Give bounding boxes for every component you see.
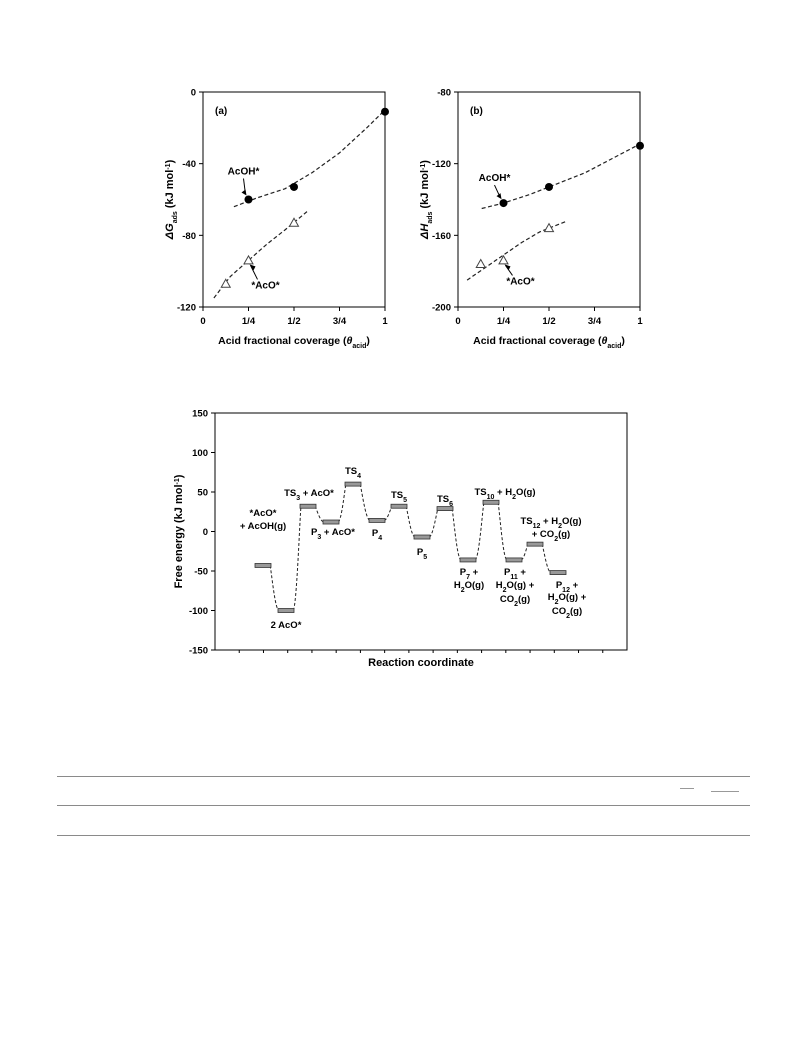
y-tick-label: -150 [188, 645, 208, 657]
state-label: $CO_2(g)$ [499, 594, 531, 608]
x-tick-label: 1/4 [241, 316, 256, 327]
energy-level-bar [323, 520, 339, 524]
x-tick-label: 1/2 [287, 316, 301, 327]
annotation-acoh: AcOH* [227, 166, 260, 178]
y-tick-label: -50 [194, 566, 208, 578]
state-label: $TS_{10} + H_2O(g)$ [474, 487, 536, 501]
energy-level-bar [345, 482, 361, 486]
table-rule-top [57, 776, 750, 777]
state-label: $TS_4$ [344, 466, 362, 480]
energy-level-bar [255, 563, 271, 567]
state-label: $P_7$ + [459, 567, 479, 581]
state-label: 2 AcO* [270, 620, 302, 631]
state-label: $P_{12}$ + [555, 580, 579, 594]
state-label: $H_2O(g)$ + [495, 580, 535, 594]
arrow-head [505, 264, 511, 270]
y-tick-label: 0 [190, 87, 196, 99]
data-point-acoh [245, 196, 253, 204]
x-tick-label: 1 [637, 316, 643, 327]
panel-label: (b) [470, 106, 483, 117]
state-label: $TS_5$ [390, 490, 408, 504]
data-point-aco [221, 279, 230, 287]
y-tick-label: 100 [192, 448, 208, 459]
energy-level-bar [391, 504, 407, 508]
state-label: $P_5$ [416, 547, 428, 561]
state-label: $H_2O(g)$ + [547, 592, 587, 606]
table-mark [711, 791, 739, 792]
state-label: $TS_{12} + H_2O(g)$ [520, 516, 582, 530]
energy-level-bar [460, 558, 476, 562]
annotation-aco: *AcO* [251, 280, 280, 292]
state-label: + AcOH(g) [239, 521, 287, 532]
x-tick-label: 1/4 [496, 316, 511, 327]
data-point-acoh [381, 108, 389, 116]
energy-level-bar [414, 535, 430, 539]
table-rule-bottom [57, 835, 750, 836]
energy-level-bar [483, 500, 499, 504]
data-point-acoh [545, 183, 553, 191]
state-label: $P_4$ [371, 528, 383, 542]
plot-frame [203, 92, 385, 307]
y-tick-label: 0 [202, 527, 208, 538]
y-tick-label: -40 [182, 159, 196, 171]
state-label: $CO_2(g)$ [551, 606, 583, 620]
data-point-aco [290, 218, 299, 226]
table-mark [680, 788, 694, 789]
state-label: $TS_6$ [436, 494, 454, 508]
data-point-aco [476, 260, 485, 268]
y-tick-label: -80 [437, 87, 451, 99]
state-label: $H_2O(g)$ [453, 580, 485, 594]
energy-level-bar [369, 518, 385, 522]
energy-level-bar [278, 609, 294, 613]
x-tick-label: 0 [200, 316, 206, 327]
x-axis-label: Acid fractional coverage $(\theta_{acid})$ [473, 335, 625, 350]
panel-a [164, 88, 389, 350]
energy-path [270, 484, 551, 610]
x-axis-label: Reaction coordinate [368, 657, 474, 669]
x-tick-label: 3/4 [332, 316, 347, 327]
y-tick-label: -200 [431, 302, 451, 314]
data-point-acoh [636, 142, 644, 150]
energy-level-bar [506, 558, 522, 562]
x-tick-label: 1/2 [542, 316, 556, 327]
annotation-acoh: AcOH* [478, 173, 511, 185]
data-point-acoh [290, 183, 298, 191]
fit-curve-acoh [234, 110, 385, 207]
data-point-aco [545, 224, 554, 232]
y-tick-label: -80 [182, 230, 196, 242]
state-label: $TS_3 + AcO*$ [284, 488, 334, 502]
energy-level-bar [550, 571, 566, 575]
x-tick-label: 0 [455, 316, 461, 327]
plot-frame [458, 92, 640, 307]
y-tick-label: -100 [188, 606, 208, 617]
y-axis-label: $\Delta G_{ads}$ (kJ mol$^{-1}$) [164, 159, 179, 240]
arrow-head [242, 190, 247, 196]
y-tick-label: 150 [192, 408, 208, 420]
panel-b [419, 88, 644, 350]
y-tick-label: 50 [197, 487, 208, 499]
x-tick-label: 1 [382, 316, 388, 327]
energy-level-bar [300, 504, 316, 508]
y-tick-label: -120 [431, 159, 451, 171]
y-tick-label: -160 [431, 230, 451, 242]
y-axis-label: Free energy (kJ mol$^{-1}$) [173, 474, 185, 589]
annotation-aco: *AcO* [506, 276, 535, 288]
state-label: $P_3 + AcO*$ [311, 527, 355, 541]
y-axis-label: $\Delta H_{ads}$ (kJ mol$^{-1}$) [419, 160, 434, 239]
y-tick-label: -120 [176, 302, 196, 314]
state-label: *AcO* [249, 508, 277, 519]
data-point-acoh [500, 199, 508, 207]
energy-level-bar [527, 542, 543, 546]
x-axis-label: Acid fractional coverage $(\theta_{acid})$ [218, 335, 370, 350]
panel-energy-profile [173, 409, 627, 670]
state-label: $P_{11}$ + [504, 567, 526, 581]
panel-label: (a) [215, 106, 228, 117]
state-label: + $CO_2(g)$ [531, 529, 571, 543]
x-tick-label: 3/4 [587, 316, 602, 327]
table-rule-middle [57, 805, 750, 806]
